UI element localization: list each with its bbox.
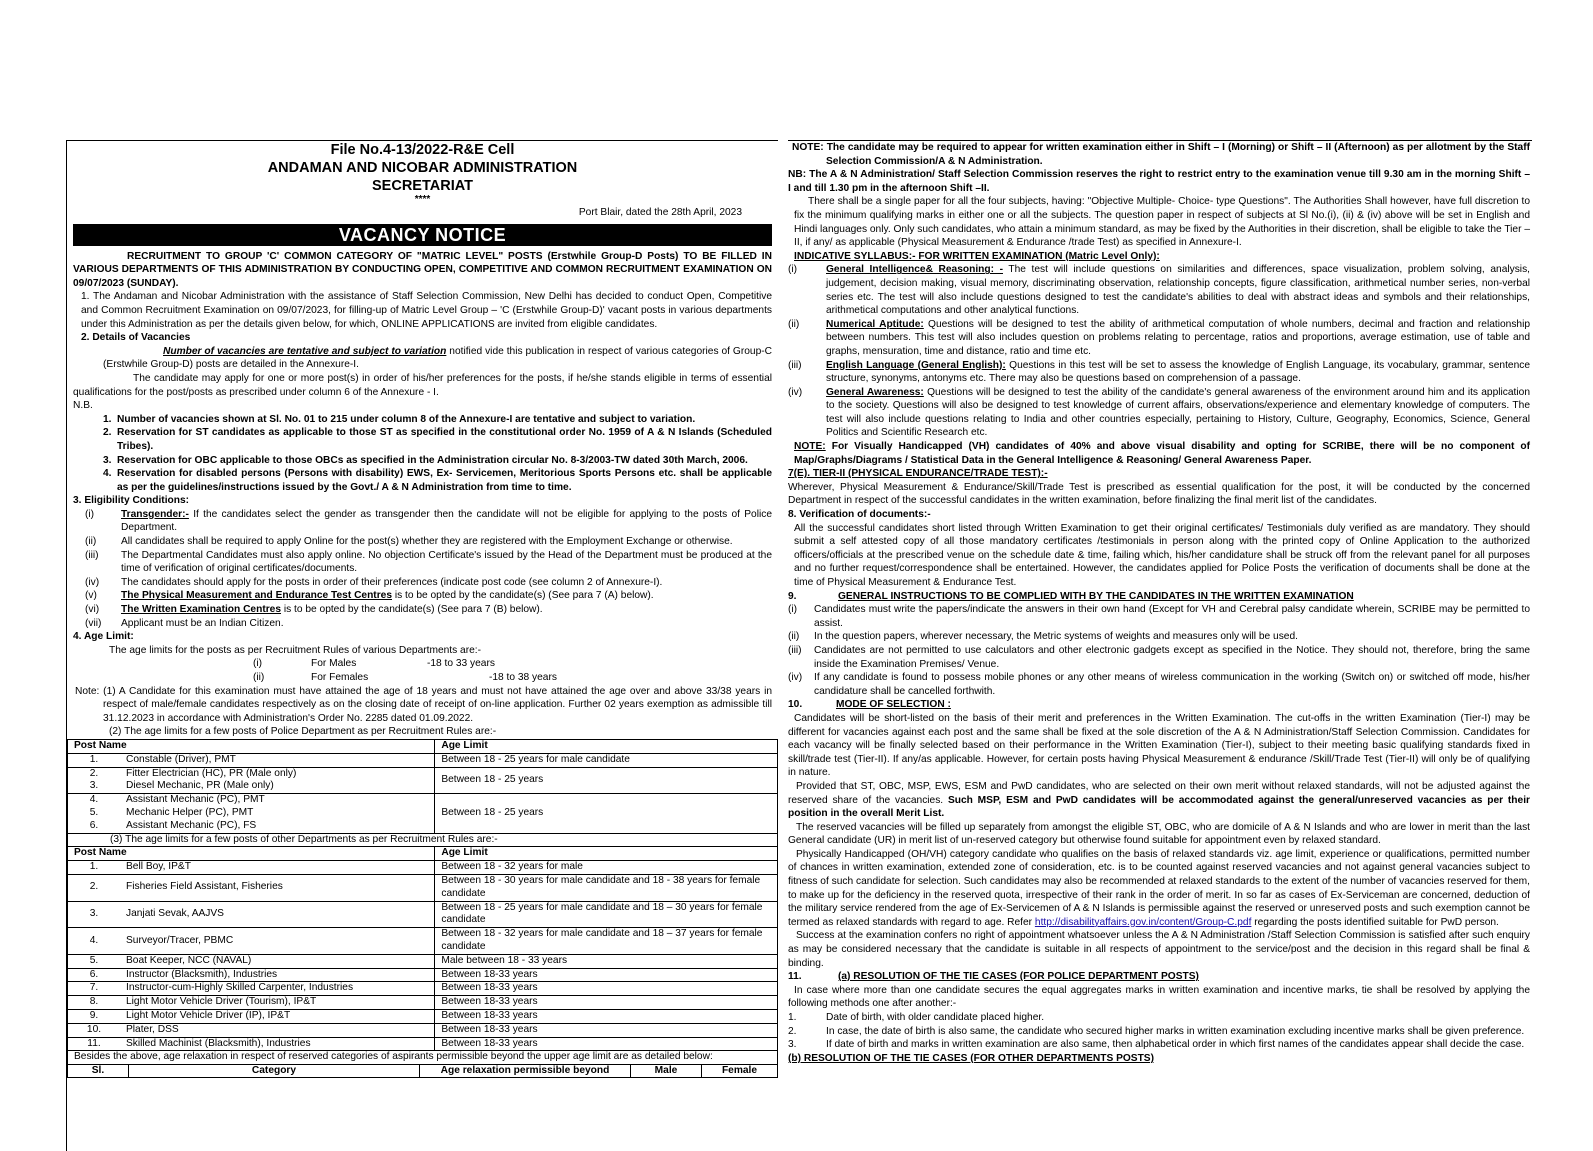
general-num: 9.	[788, 590, 797, 602]
age-limit: Between 18 - 25 years	[435, 794, 778, 833]
nb-label: N.B.	[73, 400, 93, 412]
tier2-text: Wherever, Physical Measurement & Endurance/Skill/Trade Test is prescribed as essential qualification for the post, it will be conducted by the concerned Department in respect of the successful candidates in the written examination, before finalizing the final merit list of the candidates.	[788, 481, 1530, 507]
row-num: 1.	[68, 753, 121, 767]
age-females-row	[67, 671, 778, 685]
age-intro: The age limits for the posts as per Recruitment Rules of various Departments are:-	[109, 644, 481, 656]
nb-item	[67, 426, 778, 453]
table-row	[68, 928, 778, 955]
relax-header-row	[68, 1065, 778, 1078]
tie-item-text: Date of birth, with older candidate placed higher.	[826, 1012, 1045, 1023]
syllabus-item	[788, 359, 1532, 386]
eligibility-item	[67, 549, 778, 576]
para-2-heading: 2. Details of Vacancies	[81, 332, 191, 344]
tie-item-num: 2.	[788, 1025, 797, 1037]
tie-intro: In case where more than one candidate secures the equal aggregates marks in written examination and incentive marks, tie shall be resolved by applying the following methods one after another:-	[788, 984, 1530, 1010]
age-besides: Besides the above, age relaxation in respect of reserved categories of aspirants permissible beyond the upper age limit are as detailed below:	[68, 1051, 778, 1065]
post-name: Bell Boy, IP&T	[120, 861, 435, 875]
post-name: Assistant Mechanic (PC), FS	[120, 820, 435, 833]
vh-note	[788, 440, 1532, 467]
row-num: 5.	[68, 954, 121, 968]
nb-item-num: 2.	[103, 427, 112, 439]
table-row	[68, 1023, 778, 1037]
intro-paragraph: RECRUITMENT TO GROUP 'C' COMMON CATEGORY OF "MATRIC LEVEL" POSTS (Erstwhile Group-D Posts) TO BE FILLED IN VARIOUS DEPARTMENTS OF THIS ADMINISTRATION BY CONDUCTING OPEN, COMPETITIVE AND COMMON RECRUITMENT EXAMINATION ON 09/07/2023 (SUNDAY).	[73, 250, 772, 289]
police-col-post: Post Name	[68, 739, 435, 753]
syllabus-subject: General Awareness:	[826, 386, 924, 398]
eligibility-num: (iv)	[85, 576, 100, 588]
mode-para-4-end: regarding the posts identified suitable for PwD person.	[1251, 916, 1499, 928]
mode-para-4-text: Physically Handicapped (OH/VH) category candidate who qualifies on the basis of relaxed standards viz. age limit, experience or qualifications, permitted number of chances in written examination, extended zone of consideration, etc. is to be counted against reserved vacancies and not against general vacancies subject to fitness of such candidate for selection. Such candidates may also be recommended at relaxed standards to the extent of the number of vacancies reserved for them, to make up for the deficiency in the reserved quota, irrespective of their rank in the order of merit. In so far as cases of Ex-Serviceman are concerned, deduction of the military service rendered from the age of Ex-Servicemen of A & N Islands is permissible against the reserved or unreserved posts and such exemption cannot be termed as relaxed standards with regard to age. Refer	[788, 848, 1530, 928]
general-item-text: In the question papers, wherever necessary, the Metric systems of weights and measures only will be used.	[814, 631, 1298, 643]
mode-heading	[788, 698, 1532, 712]
post-name: Instructor-cum-Highly Skilled Carpenter, Industries	[120, 982, 435, 996]
age-males-label: For Males	[311, 658, 357, 670]
tie-title: (a) RESOLUTION OF THE TIE CASES (FOR POLICE DEPARTMENT POSTS)	[838, 971, 1199, 983]
nb-item	[67, 467, 778, 494]
eligibility-body: Applicant must be an Indian Citizen.	[121, 617, 284, 629]
para-2b: The candidate may apply for one or more post(s) in order of his/her preferences for the posts, if he/she stands eligible in terms of essential qualifications for the post/posts as prescribed under column 6 of the Annexure - I.	[73, 372, 772, 398]
eligibility-item	[67, 535, 778, 549]
eligibility-item	[67, 603, 778, 617]
nb-item-num: 3.	[103, 454, 112, 466]
para-2a-text: notified vide this publication in respect of various categories of Group-C (Erstwhile Group-D) posts are detailed in the Annexure-I.	[103, 345, 772, 371]
row-num: 2.	[68, 874, 121, 901]
table-row	[68, 794, 778, 807]
row-num: 5.	[68, 807, 121, 820]
syllabus-subject: Numerical Aptitude:	[826, 318, 924, 330]
other-age-rows	[68, 861, 778, 1051]
syllabus-list	[788, 263, 1532, 440]
age-females-num: (ii)	[253, 672, 265, 683]
tie-item-num: 3.	[788, 1039, 797, 1051]
other-col-age: Age Limit	[435, 847, 778, 861]
mode-para-2b: Such MSP, ESM and PwD candidates will be accommodated against the general/unreserved vacancies as per their position in the overall Merit List.	[788, 794, 1530, 820]
eligibility-text	[121, 576, 772, 590]
general-item	[788, 630, 1532, 644]
tie-item	[788, 1038, 1532, 1052]
nb-item-text: Reservation for OBC applicable to those OBCs as specified in the Administration circular No. 8-3/2003-TW dated 30th March, 2006.	[117, 454, 748, 466]
syllabus-text	[826, 263, 1530, 317]
vh-note-label: NOTE:	[794, 441, 826, 453]
syllabus-subject: General Intelligence& Reasoning: -	[826, 264, 1003, 276]
para-1: 1. The Andaman and Nicobar Administration with the assistance of Staff Selection Commission, New Delhi has decided to conduct Open, Competitive and Common Recruitment Examination on 09/07/2023, for filling-up of Matric Level Group – 'C (Erstwhile Group-D)' vacant posts in various departments under this Administration as per the details given below, for which, ONLINE APPLICATIONS are invited from eligible candidates.	[81, 291, 772, 330]
vacancy-notice-banner: VACANCY NOTICE	[73, 224, 772, 246]
tie-item-text: If date of birth and marks in written examination are also same, then alphabetical order in which first names of the candidates appear shall decide the case.	[826, 1039, 1525, 1051]
post-name: Boat Keeper, NCC (NAVAL)	[120, 954, 435, 968]
table-row	[68, 874, 778, 901]
eligibility-body: All candidates shall be required to apply Online for the post(s) whether they are registered with the Employment Exchange or otherwise.	[121, 536, 733, 548]
tie-item	[788, 1025, 1532, 1039]
age-limit: Between 18-33 years	[435, 1009, 778, 1023]
table-row	[68, 1009, 778, 1023]
age-limit: Between 18 - 25 years for male candidate	[435, 753, 778, 767]
post-name: Assistant Mechanic (PC), PMT	[120, 794, 435, 807]
syllabus-text	[826, 359, 1530, 386]
eligibility-highlight: The Written Examination Centres	[121, 604, 282, 616]
age-limit: Male between 18 - 33 years	[435, 954, 778, 968]
post-name: Diesel Mechanic, PR (Male only)	[120, 780, 435, 793]
row-num: 3.	[68, 901, 121, 928]
post-name: Mechanic Helper (PC), PMT	[120, 807, 435, 820]
general-item	[788, 644, 1532, 671]
syllabus-subject: English Language (General English):	[826, 359, 1006, 371]
post-name: Light Motor Vehicle Driver (IP), IP&T	[120, 1009, 435, 1023]
nb-list	[67, 413, 778, 495]
tie-item-num: 1.	[788, 1012, 797, 1023]
eligibility-list	[67, 508, 778, 630]
eligibility-num: (v)	[85, 590, 97, 602]
post-name: Janjati Sevak, AAJVS	[120, 901, 435, 928]
tie-item-text: In case, the date of birth is also same, the candidate who secured higher marks in written examination excluding incentive marks shall be given preference.	[826, 1025, 1525, 1037]
org-name: ANDAMAN AND NICOBAR ADMINISTRATION	[267, 160, 578, 176]
syllabus-body: The test will include questions on similarities and differences, space visualization, problem solving, analysis, judgement, decision making, visual memory, discriminating observation, relationship concepts, figure classification, arithmetical number series, non-verbal series etc. The test will also include questions designed to test the candidate's abilities to deal with abstract ideas and symbols and their relationships, arithmetical computations and other analytical functions.	[826, 264, 1530, 317]
post-name: Surveyor/Tracer, PBMC	[120, 928, 435, 955]
tier2-heading: 7(E). TIER-II (PHYSICAL ENDURANCE/TRADE TEST):-	[788, 468, 1048, 480]
age-males-row	[67, 657, 778, 671]
eligibility-highlight: Transgender:-	[121, 508, 189, 520]
nb-item-text: Reservation for ST candidates as applicable to those ST as specified in the constitutional order No. 1959 of A & N Islands (Scheduled Tribes).	[117, 427, 772, 452]
tie-list	[788, 1011, 1532, 1052]
mode-para-4	[788, 848, 1532, 930]
age-limit: Between 18-33 years	[435, 968, 778, 982]
row-num: 6.	[68, 820, 121, 833]
syllabus-heading: INDICATIVE SYLLABUS:- FOR WRITTEN EXAMINATION (Matric Level Only):	[794, 250, 1160, 262]
para-2a-emphasis: Number of vacancies are tentative and subject to variation	[163, 345, 447, 357]
eligibility-text	[121, 603, 772, 617]
eligibility-highlight: The Physical Measurement and Endurance Test Centres	[121, 590, 392, 602]
eligibility-text	[121, 617, 772, 631]
eligibility-item	[67, 508, 778, 535]
relax-col-relaxation: Age relaxation permissible beyond	[419, 1065, 630, 1077]
syllabus-body: Questions in this test will be set to assess the knowledge of English Language, its vocabulary, grammar, sentence structure, synonyms, antonyms etc. There may also be questions based on comprehension of a passage.	[826, 359, 1530, 385]
syllabus-text	[826, 386, 1530, 440]
row-num: 1.	[68, 861, 121, 875]
eligibility-body: is to be opted by the candidate(s) (See para 7 (A) below).	[392, 590, 654, 602]
row-num: 3.	[68, 780, 121, 793]
general-instructions-list	[788, 603, 1532, 698]
entry-note: NB: The A & N Administration/ Staff Selection Commission reserves the right to restrict entry to the examination venue till 9.30 am in the morning Shift – I and till 1.30 pm in the afternoon Shift –II.	[788, 169, 1530, 194]
syllabus-num: (ii)	[788, 318, 800, 330]
police-col-age: Age Limit	[435, 739, 778, 753]
general-item	[788, 603, 1532, 630]
nb-item	[67, 413, 778, 427]
eligibility-num: (vi)	[85, 604, 100, 616]
row-num: 4.	[68, 794, 121, 807]
age-limit: Between 18-33 years	[435, 996, 778, 1010]
syllabus-text	[826, 318, 1530, 359]
eligibility-item	[67, 617, 778, 631]
eligibility-body: is to be opted by the candidate(s) (See para 7 (B) below).	[281, 604, 543, 616]
age-note-1: Note: (1) A Candidate for this examination must have attained the age of 18 years and must not have attained the age over and above 33/38 years in respect of male/female candidates respectively as on the closing date of receipt of on-line application. Further 02 years exemption as admissible till 31.12.2023 in accordance with Administration's Order No. 2285 dated 01.09.2022.	[75, 685, 772, 724]
eligibility-heading: 3. Eligibility Conditions:	[73, 495, 190, 507]
eligibility-body: The Departmental Candidates must also apply online. No objection Certificate's issued by the Head of the Department must be produced at the time of verification of original certificates/documents.	[121, 549, 772, 575]
age-limit: Between 18 - 30 years for male candidate and 18 - 38 years for female candidate	[435, 874, 778, 901]
nb-item-num: 4.	[103, 468, 112, 480]
mode-para-5: Success at the examination confers no right of appointment whatsoever unless the A & N Administration /Staff Selection Commission is satisfied after such enquiry as may be considered necessary that the candidate is suitable in all respects of appointment to the service/post and the decision in this regard shall be final & binding.	[788, 930, 1530, 969]
relax-col-male: Male	[630, 1065, 701, 1077]
relax-col-female: Female	[701, 1065, 777, 1077]
general-item-num: (ii)	[788, 631, 800, 643]
right-column	[788, 140, 1532, 1151]
age-limit: Between 18-33 years	[435, 1023, 778, 1037]
place-date: Port Blair, dated the 28th April, 2023	[578, 207, 742, 218]
general-item-num: (i)	[788, 604, 798, 616]
nb-item-text: Reservation for disabled persons (Persons with disability) EWS, Ex- Servicemen, Meritorious Sports Persons etc. shall be applicable as per the guidelines/instructions issued by the Govt./ A & N Administration from time to time.	[117, 468, 772, 493]
relax-col-category: Category	[128, 1065, 419, 1077]
relax-col-sl: Sl.	[91, 1065, 105, 1077]
row-num: 10.	[68, 1023, 121, 1037]
age-note-3: (3) The age limits for a few posts of other Departments as per Recruitment Rules are:-	[68, 833, 778, 847]
table-row	[68, 861, 778, 875]
age-note-2: (2) The age limits for a few posts of Police Department as per Recruitment Rules are:-	[109, 726, 497, 738]
row-num: 2.	[68, 767, 121, 780]
general-item-text: Candidates are not permitted to use calculators and other electronic gadgets except as specified in the Notice. They should not, therefore, bring the same inside the Examination Premises/ Venue.	[814, 644, 1530, 670]
shift-note	[788, 141, 1532, 168]
table-row	[68, 954, 778, 968]
syllabus-body: Questions will be designed to test the ability of arithmetical computation of whole numbers, decimal and fraction and relationship between numbers. This test will also includes question on problems relating to percentage, ratios and proportions, average estimation, use of table and graphs, mensuration, time and distance, ratio and time etc.	[826, 318, 1531, 357]
eligibility-body: The candidates should apply for the posts in order of their preferences (indicate post code (see column 2 of Annexure-I).	[121, 576, 663, 588]
general-item-text: If any candidate is found to possess mobile phones or any other means of wireless communication in the working (Switch on) or switched off mode, his/her candidature shall be cancelled forthwith.	[814, 672, 1530, 697]
eligibility-item	[67, 576, 778, 590]
left-column	[66, 140, 778, 1151]
notice-page	[66, 140, 1532, 1151]
age-limit: Between 18-33 years	[435, 1037, 778, 1051]
age-males-num: (i)	[253, 658, 263, 670]
age-limit: Between 18 - 32 years for male	[435, 861, 778, 875]
age-limit: Between 18-33 years	[435, 982, 778, 996]
mode-title: MODE OF SELECTION :	[836, 699, 951, 711]
table-row	[68, 1037, 778, 1051]
post-name: Fitter Electrician (HC), PR (Male only)	[120, 767, 435, 780]
nb-item-num: 1.	[103, 413, 112, 425]
post-name: Constable (Driver), PMT	[120, 753, 435, 767]
general-title: GENERAL INSTRUCTIONS TO BE COMPLIED WITH BY THE CANDIDATES IN THE WRITTEN EXAMINATION	[838, 590, 1354, 602]
syllabus-item	[788, 318, 1532, 359]
post-name: Skilled Machinist (Blacksmith), Industries	[120, 1037, 435, 1051]
age-limit: Between 18 - 25 years	[435, 767, 778, 794]
nb-item-text: Number of vacancies shown at Sl. No. 01 to 215 under column 8 of the Annexure-I are tentative and subject to variation.	[117, 413, 696, 425]
post-name: Instructor (Blacksmith), Industries	[120, 968, 435, 982]
tie-num: 11.	[788, 971, 802, 983]
table-row	[68, 982, 778, 996]
syllabus-num: (iii)	[788, 359, 802, 371]
row-num: 7.	[68, 982, 121, 996]
tie-b-heading: (b) RESOLUTION OF THE TIE CASES (FOR OTHER DEPARTMENTS POSTS)	[788, 1052, 1154, 1064]
stars-separator: ****	[414, 194, 431, 205]
age-females-label: For Females	[311, 672, 369, 683]
syllabus-item	[788, 386, 1532, 440]
mode-para-1: Candidates will be short-listed on the basis of their merit and preferences in the Written Examination. The cut-offs in the written Examination (Tier-I) may be different for vacancies against each post and the same shall be fixed at the sole discretion of the A & N Administration/Staff Selection Commission. Candidates for each vacancy will be finally selected based on their performance in the Written Examination (Tier-I), subject to their meeting basic qualifying standards fixed in skill/trade test (Tier-II). If any/as applicable. However, for certain posts having Physical Measurement & endurance /Skill/Trade Test (Tier-II) will only be of qualifying in nature.	[788, 712, 1530, 779]
age-males-value: -18 to 33 years	[427, 658, 495, 670]
row-num: 4.	[68, 928, 121, 955]
general-heading	[788, 590, 1532, 604]
post-name: Light Motor Vehicle Driver (Tourism), IP&T	[120, 996, 435, 1010]
mode-para-2a: Provided that ST, OBC, MSP, EWS, ESM and PwD candidates, who are selected on their own merit without relaxed standards, will not be adjusted against the reserved share of the vacancies.	[788, 780, 1530, 806]
table-row	[68, 753, 778, 767]
syllabus-body: Questions will be designed to test the ability of the candidate's general awareness of the environment around him and its application to the society. Questions will also be designed to test knowledge of current affairs, observations/experience and elementary knowledge of computers. The test will also include questions relating to India and other countries especially, pertaining to History, Culture, Geography, Economics, Science, General Politics and Scientific Research etc.	[826, 386, 1530, 439]
eligibility-item	[67, 589, 778, 603]
verification-heading: 8. Verification of documents:-	[788, 509, 931, 521]
syllabus-num: (i)	[788, 264, 798, 276]
mode-para-3: The reserved vacancies will be filled up separately from amongst the eligible ST, OBC, who are domicile of A & N Islands and who are lower in merit than the last General candidate (UR) in merit list of un-reserved category but otherwise found suitable for appointment even by relaxed standard.	[788, 821, 1530, 847]
eligibility-text	[121, 535, 772, 549]
age-limit: Between 18 - 32 years for male candidate and 18 – 37 years for female candidate	[435, 928, 778, 955]
eligibility-num: (i)	[85, 508, 95, 520]
verification-text: All the successful candidates short listed through Written Examination to get their original certificates/ Testimonials duly verified as are mandatory. They should submit a self attested copy of all those mandatory certificates /testimonials in person along with the printed copy of Online Application to the authorized officers/officials at the prescribed venue on the schedule date & time, failing which, his/her candidature shall be struck off from the relevant panel for all purposes and no further request/correspondence shall be entertained. However, the candidates applied for Police Posts the verification of documents shall be done at the time of Physical Measurement & Endurance Test.	[794, 522, 1530, 588]
eligibility-num: (iii)	[85, 549, 99, 561]
eligibility-text	[121, 508, 772, 535]
general-item-num: (iii)	[788, 644, 802, 656]
eligibility-text	[121, 589, 772, 603]
age-females-value: -18 to 38 years	[489, 672, 557, 683]
post-name: Plater, DSS	[120, 1023, 435, 1037]
row-num: 11.	[68, 1037, 121, 1051]
table-row	[68, 968, 778, 982]
syllabus-item	[788, 263, 1532, 317]
table-row	[68, 767, 778, 780]
eligibility-body: If the candidates select the gender as transgender then the candidate will not be eligible for applying to the posts of Police Department.	[121, 508, 772, 534]
row-num: 8.	[68, 996, 121, 1010]
eligibility-num: (ii)	[85, 536, 97, 548]
general-item-num: (iv)	[788, 672, 803, 684]
para-2a	[67, 345, 778, 372]
single-paper: There shall be a single paper for all the four subjects, having: "Objective Multiple- Choice- type Questions". The Authorities Shall however, have full discretion to fix the minimum qualifying marks in either one or all the subjects. The question paper in respect of subjects at Sl No.(i), (ii) & (iv) above will be set in English and Hindi languages only. Only such candidates, who attain a minimum standard, as may be fixed by the Authorities in their discretion, shall be eligible to take the Tier –II, if any/ as applicable (Physical Measurement & Endurance /trade Test) as specified in Annexure-I.	[794, 196, 1530, 249]
row-num: 6.	[68, 968, 121, 982]
other-col-post: Post Name	[68, 847, 435, 861]
police-age-table	[67, 739, 778, 1078]
table-row	[68, 901, 778, 928]
shift-note-text: NOTE: The candidate may be required to appear for written examination either in Shift – I (Morning) or Shift – II (Afternoon) as per allotment by the Staff Selection Commission/A & N Administration.	[792, 142, 1530, 167]
general-item	[788, 671, 1532, 698]
disability-link[interactable]: http://disabilityaffairs.gov.in/content/Group-C.pdf	[1034, 916, 1252, 928]
general-item-text: Candidates must write the papers/indicate the answers in their own hand (Except for VH and Cerebral palsy candidate wherein, SCRIBE may be permitted to assist.	[814, 604, 1530, 629]
nb-item	[67, 454, 778, 468]
post-name: Fisheries Field Assistant, Fisheries	[120, 874, 435, 901]
age-heading: 4. Age Limit:	[73, 631, 134, 643]
mode-num: 10.	[788, 699, 803, 711]
file-number: File No.4-13/2022-R&E Cell	[330, 142, 515, 158]
row-num: 9.	[68, 1009, 121, 1023]
eligibility-text	[121, 549, 772, 576]
dept-name: SECRETARIAT	[372, 178, 473, 194]
table-row	[68, 996, 778, 1010]
mode-para-2	[788, 780, 1532, 821]
tie-item	[788, 1011, 1532, 1025]
age-limit: Between 18 - 25 years for male candidate and 18 – 30 years for female candidate	[435, 901, 778, 928]
syllabus-num: (iv)	[788, 386, 803, 398]
vh-note-text: For Visually Handicapped (VH) candidates of 40% and above visual disability and opting for SCRIBE, there will be no component of Map/Graphs/Diagrams / Statistical Data in the General Intelligence & Reasoning/ General Awareness Paper.	[794, 441, 1530, 466]
eligibility-num: (vii)	[85, 617, 102, 629]
tie-heading	[788, 970, 1532, 984]
